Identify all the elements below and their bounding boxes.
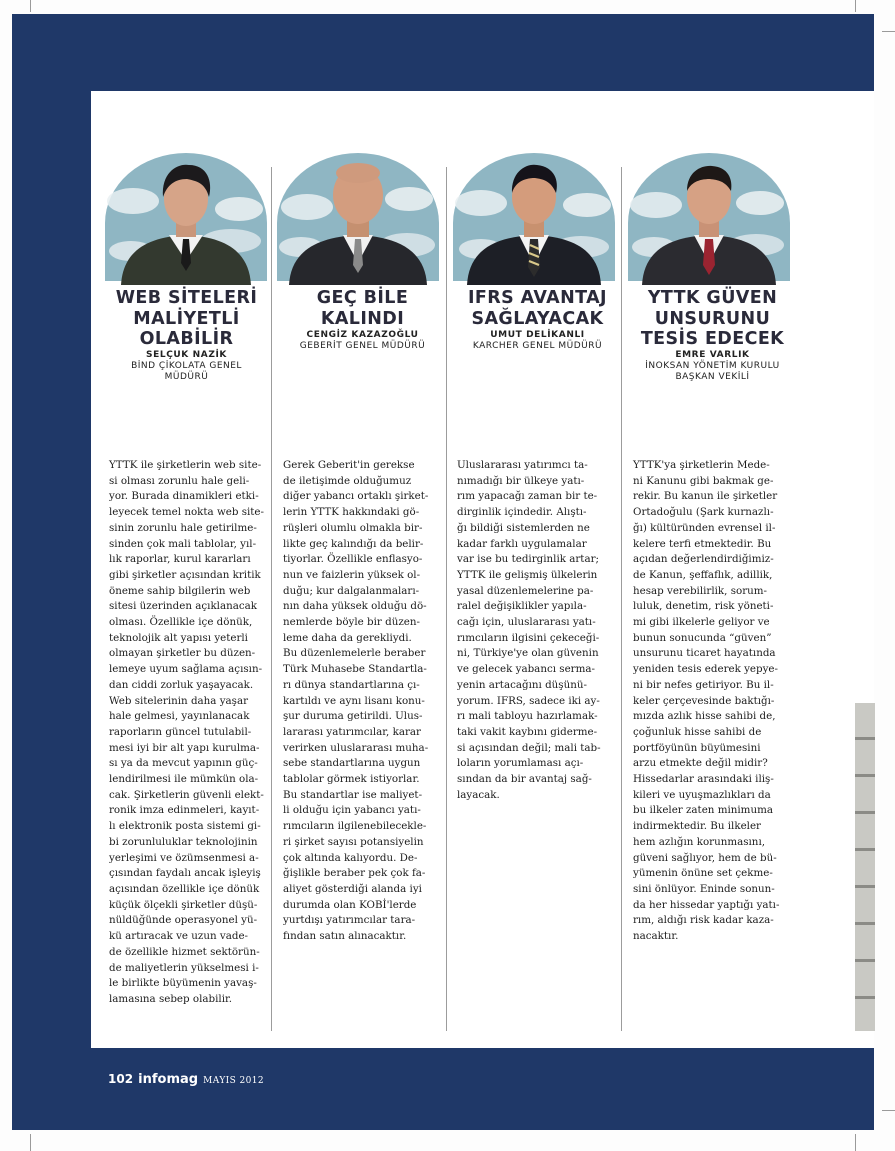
body-line: açısından özellikle içe dönük <box>109 882 260 895</box>
crop-mark-top-left <box>30 0 31 12</box>
body-line: rüşleri olumlu olmakla bir- <box>283 521 423 534</box>
body-line: bi zorunluluklar teknolojinin <box>109 835 258 848</box>
column-selcuk-nazik <box>99 91 274 1036</box>
body-line: kelere terfi etmektedir. Bu <box>633 537 772 550</box>
body-line: kartıldı ve aynı lisanı konu- <box>283 694 425 707</box>
portrait-selcuk-nazik <box>103 151 269 285</box>
body-line: sinden çok mali tablolar, yıl- <box>109 537 257 550</box>
body-line: leyecek temel nokta web site- <box>109 506 265 519</box>
body-line: var ise bu tedirginlik artar; <box>457 553 599 566</box>
body-line: açıdan değerlendirdiğimiz- <box>633 553 774 566</box>
byline <box>625 350 800 383</box>
body-line: layacak. <box>457 788 500 801</box>
body-line: arzu etmekte değil midir? <box>633 757 768 770</box>
body-line: yor. Burada dinamikleri etki- <box>109 490 259 503</box>
body-line: ve gelecek yabancı serma- <box>457 663 595 676</box>
body-line: yorum. IFRS, sadece iki ay- <box>457 694 600 707</box>
page-footer <box>108 1068 264 1087</box>
byline <box>99 350 274 383</box>
body-line: nüldüğünde operasyonel yü- <box>109 914 258 927</box>
body-line: Uluslararası yatırımcı ta- <box>457 459 588 471</box>
body-line: sebe standartlarına uygun <box>283 757 421 770</box>
person-title: BİND ÇİKOLATA GENEL <box>131 361 242 371</box>
body-line: YTTK ile şirketlerin web site- <box>109 459 262 471</box>
headline-line: WEB SİTELERİ <box>115 288 258 308</box>
body-line: olmayan şirketler bu düzen- <box>109 647 256 660</box>
body-line: si olması zorunlu hale geli- <box>109 474 250 487</box>
body-line: luluk, denetim, risk yöneti- <box>633 600 774 613</box>
body-line: sından da bir avantaj sağ- <box>457 773 592 786</box>
body-line: gibi şirketler açısından kritik <box>109 568 261 581</box>
body-line: ğı bildiği sistemlerden ne <box>457 521 590 534</box>
body-line: raporların güncel tutulabil- <box>109 725 252 738</box>
crop-mark-top-right <box>855 0 856 12</box>
body-line: de maliyetlerin yükselmesi i- <box>109 961 259 974</box>
headline <box>275 288 450 329</box>
body-line: teknolojik alt yapısı yeterli <box>109 631 248 644</box>
body-line: küçük ölçekli şirketler düşü- <box>109 898 258 911</box>
column-divider <box>271 167 272 1031</box>
body-line: sini önlüyor. Eninde sonun- <box>633 882 775 895</box>
article-page <box>91 91 874 1048</box>
headline-line: TESİS EDECEK <box>640 329 785 349</box>
body-line: de özellikle hizmet sektörün- <box>109 945 260 958</box>
body-line: nun ve faizlerin yüksek ol- <box>283 568 421 581</box>
column-cengiz-kazazoglu <box>275 91 450 1036</box>
body-line: rım, aldığı risk kadar kaza- <box>633 914 774 927</box>
crop-mark-bottom-right <box>855 1134 856 1151</box>
column-emre-varlik <box>625 91 800 1036</box>
body-line: ri şirket sayısı potansiyelin <box>283 835 424 848</box>
headline <box>625 288 800 350</box>
body-line: sitesi üzerinden açıklanacak <box>109 600 258 613</box>
body-line: ni Kanunu gibi bakmak ge- <box>633 474 774 487</box>
body-line: cağı için, uluslararası yatı- <box>457 616 596 629</box>
body-line: kileri ve uyuşmazlıkları da <box>633 788 771 801</box>
body-line: YTTK'ya şirketlerin Mede- <box>633 459 770 471</box>
headline <box>450 288 625 329</box>
portrait-umut-delikanli <box>451 151 617 285</box>
article-body <box>633 458 779 945</box>
headline-line: GEÇ BİLE <box>316 288 409 308</box>
person-title: GEBERİT GENEL MÜDÜRÜ <box>299 341 426 351</box>
person-title: KARCHER GENEL MÜDÜRÜ <box>472 341 603 351</box>
body-line: cak. Şirketlerin güvenli elekt- <box>109 788 264 801</box>
body-line: fından satın alınacaktır. <box>283 930 407 943</box>
body-line: verirken uluslararası muha- <box>283 741 429 754</box>
article-body <box>109 458 264 1008</box>
body-line: lamasına sebep olabilir. <box>109 992 233 1005</box>
body-line: lararası yatırımcılar, karar <box>283 725 421 738</box>
body-line: taki vakit kaybını giderme- <box>457 725 598 738</box>
body-line: ğı) kültüründen evrensel il- <box>633 521 776 534</box>
body-line: rı dünya standartlarına çı- <box>283 678 420 691</box>
article-body <box>457 458 601 803</box>
body-line: ğişlikle beraber pek çok fa- <box>283 867 426 880</box>
body-line: Bu düzenlemelerle beraber <box>283 647 426 660</box>
body-line: mesi iyi bir alt yapı kurulma- <box>109 741 260 754</box>
body-line: Hissedarlar arasındaki iliş- <box>633 773 774 786</box>
magazine-logo: infomag <box>138 1072 199 1087</box>
body-line: çok altında kalıyordu. De- <box>283 851 418 864</box>
body-line: portföyünün büyümesini <box>633 741 761 754</box>
body-line: nımadığı bir ülkeye yatı- <box>457 474 585 487</box>
crop-mark-right-bottom <box>882 1110 895 1111</box>
body-line: ni, Türkiye'ye olan güvenin <box>457 647 599 660</box>
headline-line: OLABİLİR <box>139 329 234 349</box>
body-line: dan ciddi zorluk yaşayacak. <box>109 678 254 691</box>
body-line: keler çerçevesinde baktığı- <box>633 694 775 707</box>
body-line: unsurunu ticaret hayatında <box>633 647 776 660</box>
body-line: si açısından değil; mali tab- <box>457 741 601 754</box>
body-line: yurtdışı yatırımcılar tara- <box>283 914 416 927</box>
body-line: lemeye uyum sağlama açısın- <box>109 663 263 676</box>
portrait-cengiz-kazazoglu <box>275 151 441 285</box>
body-line: rı mali tabloyu hazırlamak- <box>457 710 598 723</box>
body-line: rekir. Bu kanun ile şirketler <box>633 490 778 503</box>
headline-line: YTTK GÜVEN <box>647 288 778 308</box>
body-line: yeniden tesis ederek yepye- <box>633 663 778 676</box>
crop-mark-right-top <box>882 31 895 32</box>
body-line: Gerek Geberit'in gerekse <box>283 459 415 471</box>
body-line: ralel değişiklikler yapıla- <box>457 600 587 613</box>
body-line: Türk Muhasebe Standartla- <box>283 663 427 676</box>
person-name: UMUT DELİKANLI <box>490 330 585 340</box>
body-line: de Kanun, şeffaflık, adillik, <box>633 568 773 581</box>
body-line: mi gibi ilkelerle geliyor ve <box>633 616 770 629</box>
body-line: likte geç kalındığı da belir- <box>283 537 424 550</box>
body-line: le birlikte büyümenin yavaş- <box>109 977 257 990</box>
body-line: de iletişimde olduğumuz <box>283 474 412 487</box>
body-line: tablolar görmek istiyorlar. <box>283 773 420 786</box>
body-line: hem azlığın korunmasını, <box>633 835 766 848</box>
person-title: İNOKSAN YÖNETİM KURULU <box>645 361 780 371</box>
building-photo-edge <box>855 703 875 1031</box>
body-line: rım yapacağı zaman bir te- <box>457 490 598 503</box>
body-line: rımcıların ilgisini çekeceği- <box>457 631 600 644</box>
body-line: yasal düzenlemelerine pa- <box>457 584 594 597</box>
person-title: BAŞKAN VEKİLİ <box>675 372 750 382</box>
column-divider <box>446 167 447 1031</box>
body-line: çısından faydalı ancak işleyiş <box>109 867 261 880</box>
column-umut-delikanli <box>450 91 625 1036</box>
body-line: olması. Özellikle içe dönük, <box>109 616 253 629</box>
body-line: ronik imza edinmeleri, kayıt- <box>109 804 260 817</box>
body-line: bu ilkeler zaten minimuma <box>633 804 773 817</box>
body-line: Bu standartlar ise maliyet- <box>283 788 423 801</box>
body-line: Web sitelerinin daha yaşar <box>109 694 249 707</box>
headline <box>99 288 274 350</box>
body-line: güveni sağlıyor, hem de bü- <box>633 851 777 864</box>
body-line: lı elektronik posta sistemi gi- <box>109 820 261 833</box>
body-line: da her hissedar yaptığı yatı- <box>633 898 780 911</box>
column-divider <box>621 167 622 1031</box>
body-line: lık raporlar, kurul kararları <box>109 553 251 566</box>
body-line: nacaktır. <box>633 930 679 943</box>
body-line: yerleşimi ve özümsenmesi a- <box>109 851 259 864</box>
body-line: bunun sonucunda “güven” <box>633 631 772 644</box>
body-line: YTTK ile gelişmiş ülkelerin <box>457 568 598 581</box>
body-line: nemlerde böyle bir düzen- <box>283 616 420 629</box>
body-line: li olduğu için yabancı yatı- <box>283 804 421 817</box>
body-line: leme daha da gerekliydi. <box>283 631 412 644</box>
body-line: şur duruma getirildi. Ulus- <box>283 710 423 723</box>
body-line: kü artıracak ve uzun vade- <box>109 930 249 943</box>
person-name: CENGİZ KAZAZOĞLU <box>306 330 419 340</box>
body-line: hesap verebilirlik, sorum- <box>633 584 767 597</box>
person-title: MÜDÜRÜ <box>164 372 209 382</box>
byline <box>450 330 625 352</box>
body-line: durumda olan KOBİ'lerde <box>283 898 417 911</box>
headline-line: MALİYETLİ <box>133 308 240 329</box>
body-line: sinin zorunlu hale getirilme- <box>109 521 257 534</box>
body-line: lerin YTTK hakkındaki gö- <box>283 506 420 519</box>
body-line: çoğunluk hisse sahibi de <box>633 725 762 738</box>
body-line: loların yorumlaması açı- <box>457 757 584 770</box>
body-line: öneme sahip bilgilerin web <box>109 584 251 597</box>
portrait-emre-varlik <box>626 151 792 285</box>
body-line: yümenin önüne set çekme- <box>633 867 773 880</box>
body-line: dirginlik içindedir. Alıştı- <box>457 506 587 519</box>
body-line: indirmektedir. Bu ilkeler <box>633 820 761 833</box>
page-number: 102 <box>108 1072 134 1086</box>
body-line: sı ya da mevcut yapının güç- <box>109 757 258 770</box>
issue-date: MAYIS 2012 <box>203 1076 264 1086</box>
headline-line: SAĞLAYACAK <box>471 308 604 329</box>
body-line: ni bir nefes getiriyor. Bu il- <box>633 678 774 691</box>
article-body <box>283 458 428 945</box>
body-line: kadar farklı uygulamalar <box>457 537 587 550</box>
body-line: lendirilmesi ile mümkün ola- <box>109 773 259 786</box>
body-line: duğu; kur dalgalanmaları- <box>283 584 420 597</box>
body-line: yenin artacağını düşünü- <box>457 678 587 691</box>
body-line: hale gelmesi, yayınlanacak <box>109 710 250 723</box>
body-line: nın daha yüksek olduğu dö- <box>283 600 427 613</box>
body-line: tiyorlar. Özellikle enflasyo- <box>283 553 423 566</box>
body-line: rımcıların ilgilenebilecekle- <box>283 820 427 833</box>
person-name: SELÇUK NAZİK <box>146 350 227 360</box>
headline-line: UNSURUNU <box>654 308 771 329</box>
body-line: diğer yabancı ortaklı şirket- <box>283 490 429 503</box>
byline <box>275 330 450 352</box>
body-line: Ortadoğulu (Şark kurnazlı- <box>633 506 774 519</box>
headline-line: KALINDI <box>320 308 405 329</box>
crop-mark-bottom-left <box>30 1134 31 1151</box>
body-line: aliyet gösterdiği alanda iyi <box>283 882 422 895</box>
person-name: EMRE VARLIK <box>675 350 750 360</box>
body-line: mızda azlık hisse sahibi de, <box>633 710 776 723</box>
headline-line: IFRS AVANTAJ <box>468 288 607 308</box>
